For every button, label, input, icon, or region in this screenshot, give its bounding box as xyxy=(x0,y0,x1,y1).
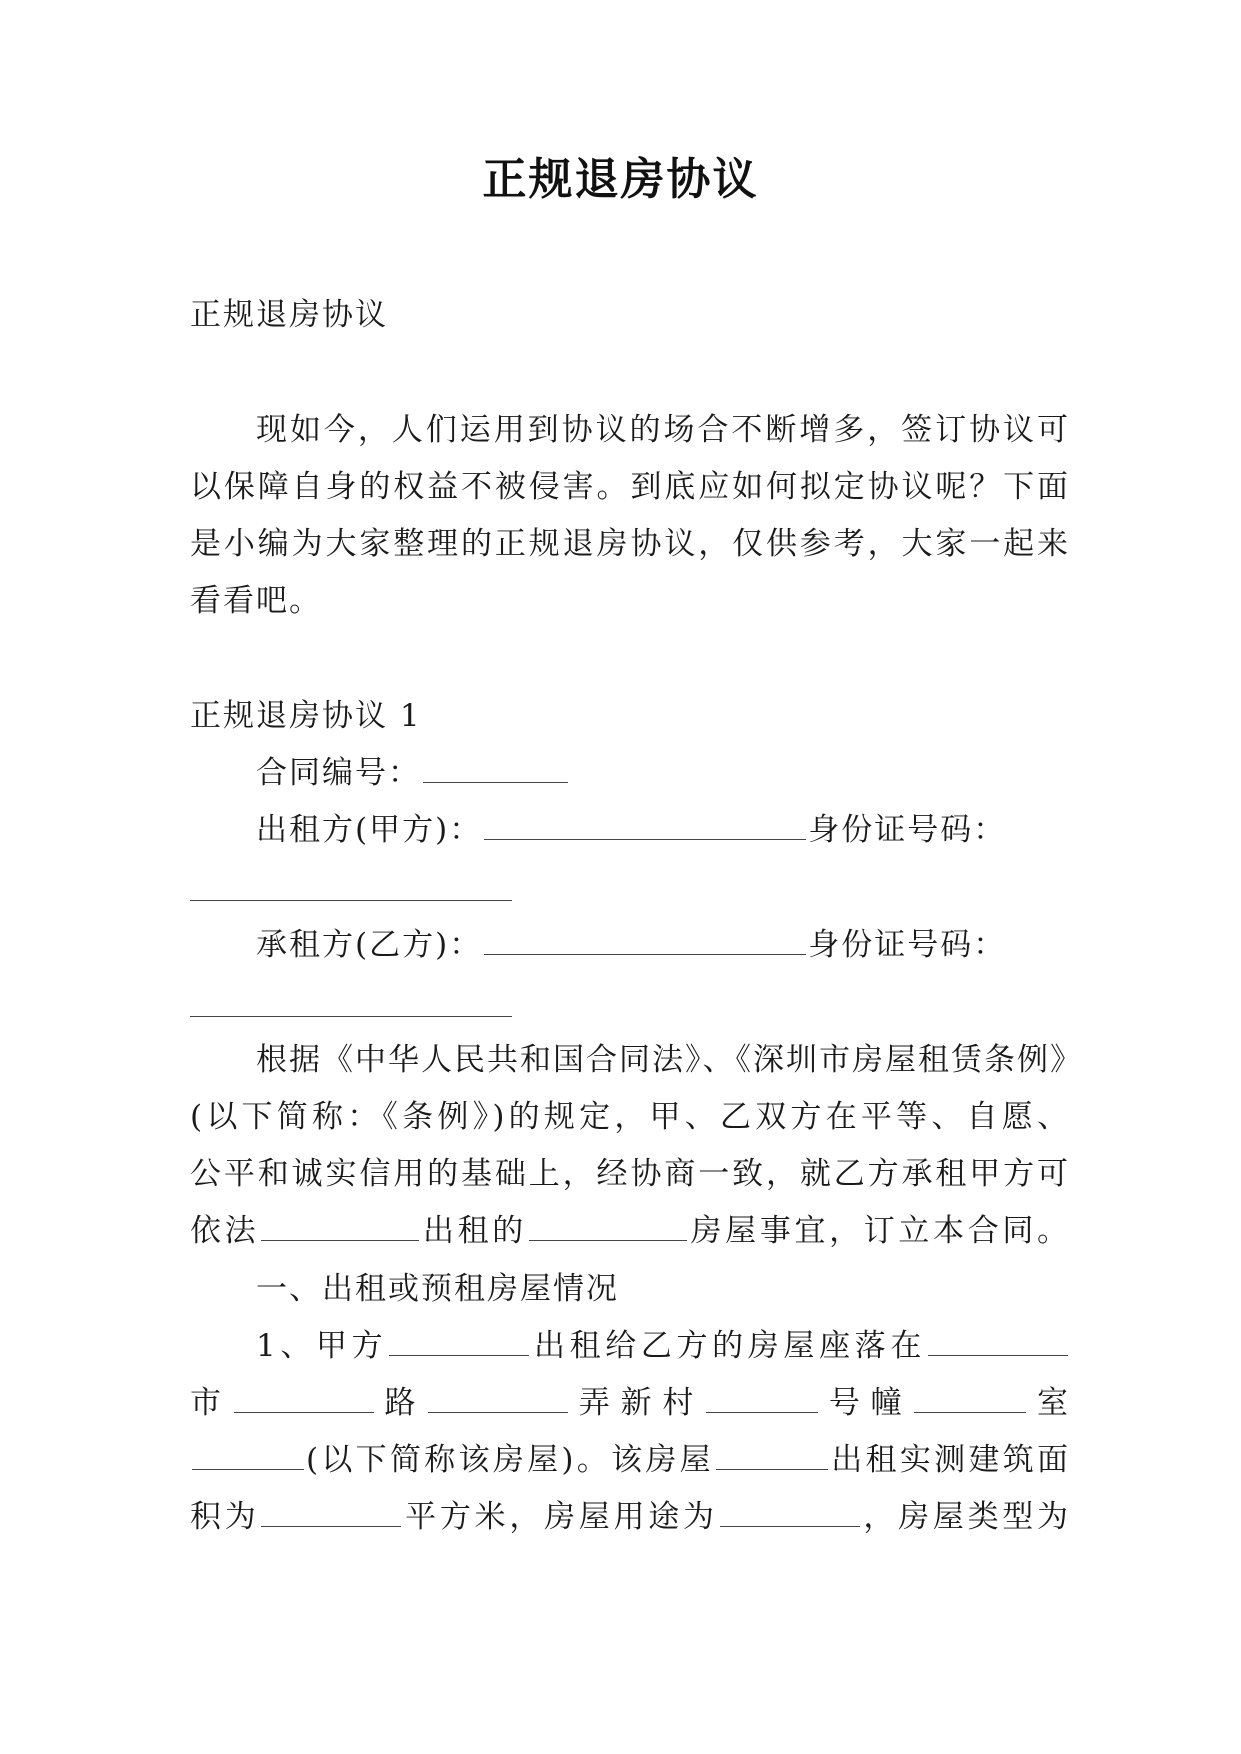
basis-line-2: (以下简称：《条例》)的规定，甲、乙双方在平等、自愿、 xyxy=(190,1099,1070,1135)
clause-1-line-2 xyxy=(190,1380,1070,1426)
document-title: 正规退房协议 xyxy=(482,154,759,205)
basis-line-1: 根据《中华人民共和国合同法》、《深圳市房屋租赁条例》 xyxy=(256,1042,1083,1078)
clause-1-line-4-part-1: 积为 xyxy=(190,1499,260,1535)
basis-line-4 xyxy=(190,1208,1070,1254)
clause-1-line-4-part-3: ，房屋类型为 xyxy=(861,1499,1071,1535)
clause-1-blank-5 xyxy=(706,1384,818,1413)
clause-1-blank-8 xyxy=(716,1441,828,1470)
lessee-id-label: 身份证号码： xyxy=(808,927,1007,963)
lessee-label: 承租方(乙方)： xyxy=(256,927,483,963)
clause-1-line-2-part-3: 弄新村 xyxy=(570,1385,705,1421)
clause-1-blank-9 xyxy=(261,1498,401,1527)
clause-1-blank-7 xyxy=(192,1441,304,1470)
basis-blank-2 xyxy=(529,1212,687,1241)
clause-1-line-4-part-2: 平方米，房屋用途为 xyxy=(403,1499,718,1535)
basis-last-part-3: 房屋事宜，订立本合同。 xyxy=(688,1213,1071,1249)
clause-1-line-1 xyxy=(256,1323,1070,1369)
lessor-label: 出租方(甲方)： xyxy=(256,812,483,848)
contract-number-label: 合同编号： xyxy=(256,755,421,791)
lessor-id-label: 身份证号码： xyxy=(808,812,1007,848)
basis-line-3: 公平和诚实信用的基础上，经协商一致，就乙方承租甲方可 xyxy=(190,1156,1070,1192)
clause-1-blank-2 xyxy=(928,1327,1068,1356)
lessor-id-blank xyxy=(190,900,512,901)
lessee-name-blank xyxy=(484,926,806,955)
basis-last-part-1: 依法 xyxy=(190,1213,260,1249)
clause-1-blank-6 xyxy=(914,1384,1026,1413)
intro-line-2: 以保障自身的权益不被侵害。到底应如何拟定协议呢？下面 xyxy=(190,469,1070,505)
clause-1-line-3 xyxy=(190,1437,1070,1483)
basis-blank-1 xyxy=(261,1212,419,1241)
lessee-id-blank xyxy=(190,1016,512,1017)
clause-1-heading: 一、出租或预租房屋情况 xyxy=(256,1271,619,1307)
clause-1-line-1-part-2: 出租给乙方的房屋座落在 xyxy=(531,1328,926,1364)
contract-number-blank xyxy=(423,754,568,783)
clause-1-line-3-part-2: 出租实测建筑面 xyxy=(829,1442,1071,1478)
clause-1-line-2-part-5: 室 xyxy=(1028,1385,1071,1421)
section-heading: 正规退房协议 1 xyxy=(190,698,422,734)
clause-1-line-4 xyxy=(190,1494,1070,1540)
clause-1-line-1-part-1: 1、甲方 xyxy=(256,1328,388,1364)
intro-line-1: 现如今，人们运用到协议的场合不断增多，签订协议可 xyxy=(256,412,1070,448)
clause-1-blank-10 xyxy=(720,1498,860,1527)
clause-1-line-2-part-4: 号幢 xyxy=(820,1385,913,1421)
basis-last-part-2: 出租的 xyxy=(421,1213,527,1249)
document-subtitle: 正规退房协议 xyxy=(190,297,388,333)
clause-1-line-3-part-1: (以下简称该房屋)。该房屋 xyxy=(306,1442,714,1478)
clause-1-line-2-part-2: 路 xyxy=(375,1385,427,1421)
lessor-row xyxy=(256,807,1070,853)
lessor-name-blank xyxy=(484,811,806,840)
clause-1-line-2-part-1: 市 xyxy=(190,1385,232,1421)
clause-1-blank-3 xyxy=(234,1384,374,1413)
contract-number-row xyxy=(256,750,1070,796)
clause-1-blank-4 xyxy=(428,1384,568,1413)
intro-line-4: 看看吧。 xyxy=(190,583,322,619)
clause-1-blank-1 xyxy=(389,1327,529,1356)
intro-line-3: 是小编为大家整理的正规退房协议，仅供参考，大家一起来 xyxy=(190,526,1070,562)
lessee-row xyxy=(256,922,1070,968)
